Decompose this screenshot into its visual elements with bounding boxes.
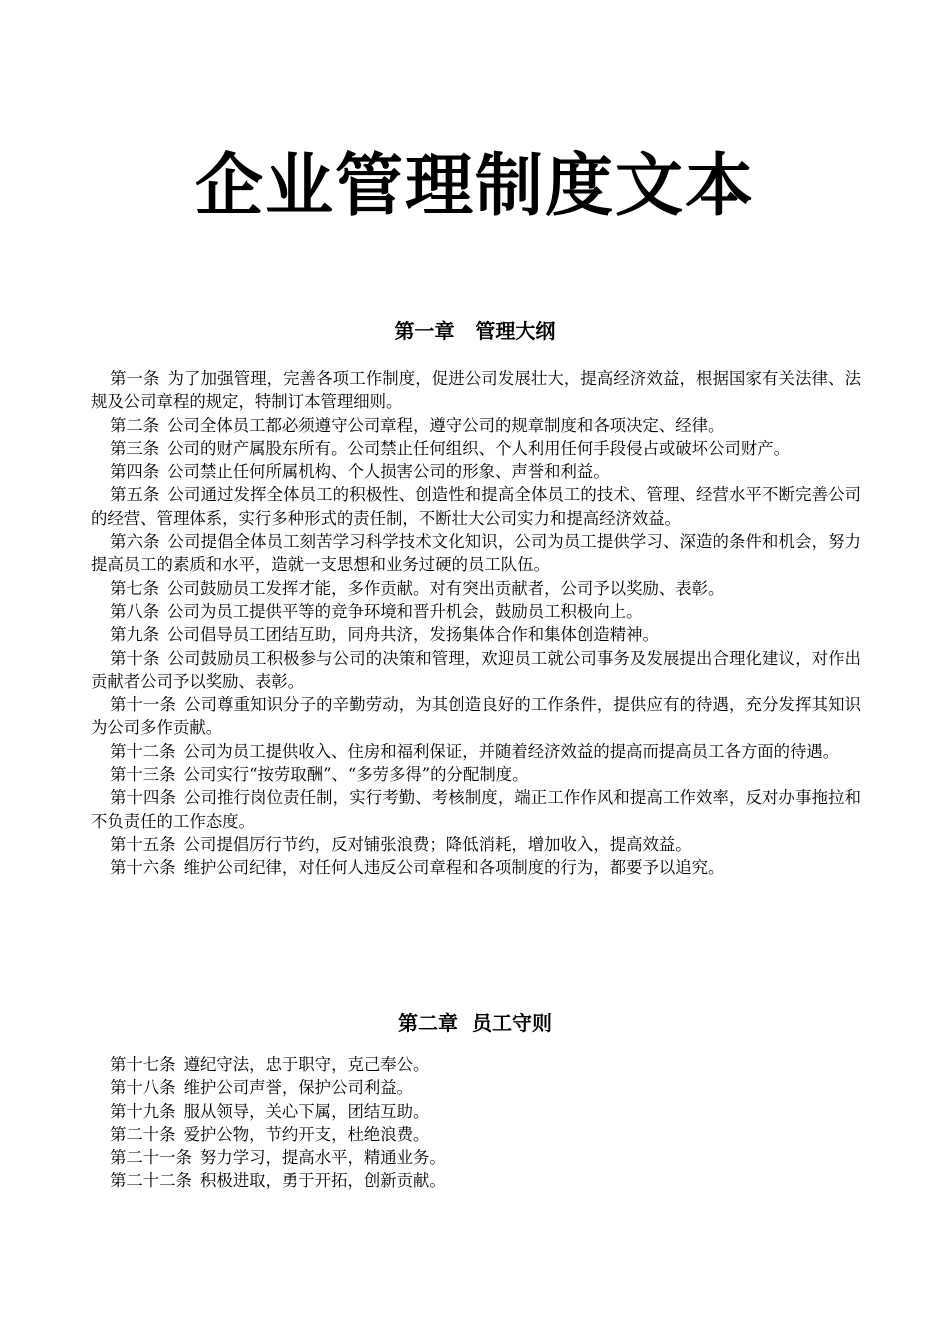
article-number: 第八条 — [110, 601, 160, 621]
article-number: 第十三条 — [110, 765, 176, 785]
article-number: 第二条 — [110, 415, 160, 435]
article-text: 公司推行岗位责任制，实行考勤、考核制度，端正工作作风和提高工作效率，反对办事拖拉和不负责任的工作态度。 — [91, 788, 862, 831]
article-number: 第十九条 — [110, 1101, 176, 1121]
article-paragraph — [91, 693, 861, 740]
article-text: 公司实行“按劳取酬”、“多劳多得”的分配制度。 — [183, 765, 529, 785]
article-paragraph — [91, 856, 861, 879]
article-paragraph — [91, 1053, 861, 1076]
article-text: 公司通过发挥全体员工的积极性、创造性和提高全体员工的技术、管理、经营水平不断完善公司的经营、管理体系，实行多种形式的责任制，不断壮大公司实力和提高经济效益。 — [91, 485, 862, 528]
article-paragraph — [91, 367, 861, 414]
article-paragraph — [91, 647, 861, 694]
article-number: 第十八条 — [110, 1078, 176, 1098]
article-text: 公司为员工提供平等的竞争环境和晋升机会，鼓励员工积极向上。 — [167, 601, 643, 621]
article-text: 公司鼓励员工发挥才能，多作贡献。对有突出贡献者，公司予以奖励、表彰。 — [167, 578, 725, 598]
article-number: 第三条 — [110, 438, 160, 458]
article-paragraph — [91, 1076, 861, 1099]
article-text: 公司尊重知识分子的辛勤劳动，为其创造良好的工作条件，提供应有的待遇，充分发挥其知识为公司多作贡献。 — [91, 695, 862, 738]
article-text: 公司提倡全体员工刻苦学习科学技术文化知识，公司为员工提供学习、深造的条件和机会，努力提高员工的素质和水平，造就一支思想和业务过硬的员工队伍。 — [91, 532, 862, 575]
article-number: 第七条 — [110, 578, 160, 598]
article-text: 为了加强管理，完善各项工作制度，促进公司发展壮大，提高经济效益，根据国家有关法律、法规及公司章程的规定，特制订本管理细则。 — [91, 369, 862, 412]
article-number: 第十七条 — [110, 1055, 176, 1074]
article-number: 第二十二条 — [110, 1171, 192, 1191]
article-paragraph — [91, 1169, 861, 1192]
article-paragraph — [91, 414, 861, 437]
article-number: 第十六条 — [110, 858, 176, 878]
article-text: 公司全体员工都必须遵守公司章程，遵守公司的规章制度和各项决定、经律。 — [167, 415, 725, 435]
article-number: 第五条 — [110, 485, 160, 505]
article-text: 维护公司纪律，对任何人违反公司章程和各项制度的行为，都要予以追究。 — [183, 858, 725, 878]
article-paragraph — [91, 1123, 861, 1146]
article-text: 公司提倡厉行节约，反对铺张浪费；降低消耗，增加收入，提高效益。 — [183, 834, 692, 854]
article-text: 努力学习，提高水平，精通业务。 — [199, 1148, 446, 1168]
article-paragraph — [91, 1100, 861, 1123]
article-text: 遵纪守法，忠于职守，克己奉公。 — [183, 1055, 430, 1074]
chapter-2-articles — [91, 1053, 861, 1193]
article-paragraph — [91, 483, 861, 530]
article-text: 公司为员工提供收入、住房和福利保证，并随着经济效益的提高而提高员工各方面的待遇。 — [183, 741, 840, 761]
article-paragraph — [91, 460, 861, 483]
article-paragraph — [91, 763, 861, 786]
article-text: 公司禁止任何所属机构、个人损害公司的形象、声誉和利益。 — [167, 462, 610, 482]
article-text: 爱护公物，节约开支，杜绝浪费。 — [183, 1124, 430, 1144]
article-paragraph — [91, 437, 861, 460]
chapter-1-title: 第一章 管理大纲 — [394, 319, 556, 343]
article-number: 第十条 — [110, 648, 160, 668]
article-number: 第九条 — [110, 625, 160, 645]
article-paragraph — [91, 833, 861, 856]
article-paragraph — [91, 740, 861, 763]
article-paragraph — [91, 530, 861, 577]
article-number: 第二十一条 — [110, 1148, 192, 1168]
article-paragraph — [91, 786, 861, 833]
article-number: 第二十条 — [110, 1124, 176, 1144]
article-paragraph — [91, 1146, 861, 1169]
article-number: 第一条 — [110, 369, 160, 388]
article-number: 第十五条 — [110, 834, 176, 854]
article-text: 维护公司声誉，保护公司利益。 — [183, 1078, 414, 1098]
article-paragraph — [91, 600, 861, 623]
article-number: 第四条 — [110, 462, 160, 482]
article-number: 第十四条 — [110, 788, 177, 808]
article-text: 服从领导，关心下属，团结互助。 — [183, 1101, 430, 1121]
article-paragraph — [91, 577, 861, 600]
article-number: 第十二条 — [110, 741, 176, 761]
article-number: 第六条 — [110, 532, 160, 552]
article-paragraph — [91, 623, 861, 646]
article-text: 公司鼓励员工积极参与公司的决策和管理，欢迎员工就公司事务及发展提出合理化建议，对作出贡献者公司予以奖励、表彰。 — [91, 648, 862, 691]
document-title: 企业管理制度文本 — [194, 147, 755, 226]
article-text: 公司倡导员工团结互助，同舟共济，发扬集体合作和集体创造精神。 — [167, 625, 659, 645]
article-text: 公司的财产属股东所有。公司禁止任何组织、个人利用任何手段侵占或破坏公司财产。 — [167, 438, 791, 458]
chapter-1-articles — [91, 367, 861, 880]
article-text: 积极进取，勇于开拓，创新贡献。 — [199, 1171, 446, 1191]
chapter-2-title: 第二章 员工守则 — [398, 1011, 552, 1035]
article-number: 第十一条 — [110, 695, 177, 715]
